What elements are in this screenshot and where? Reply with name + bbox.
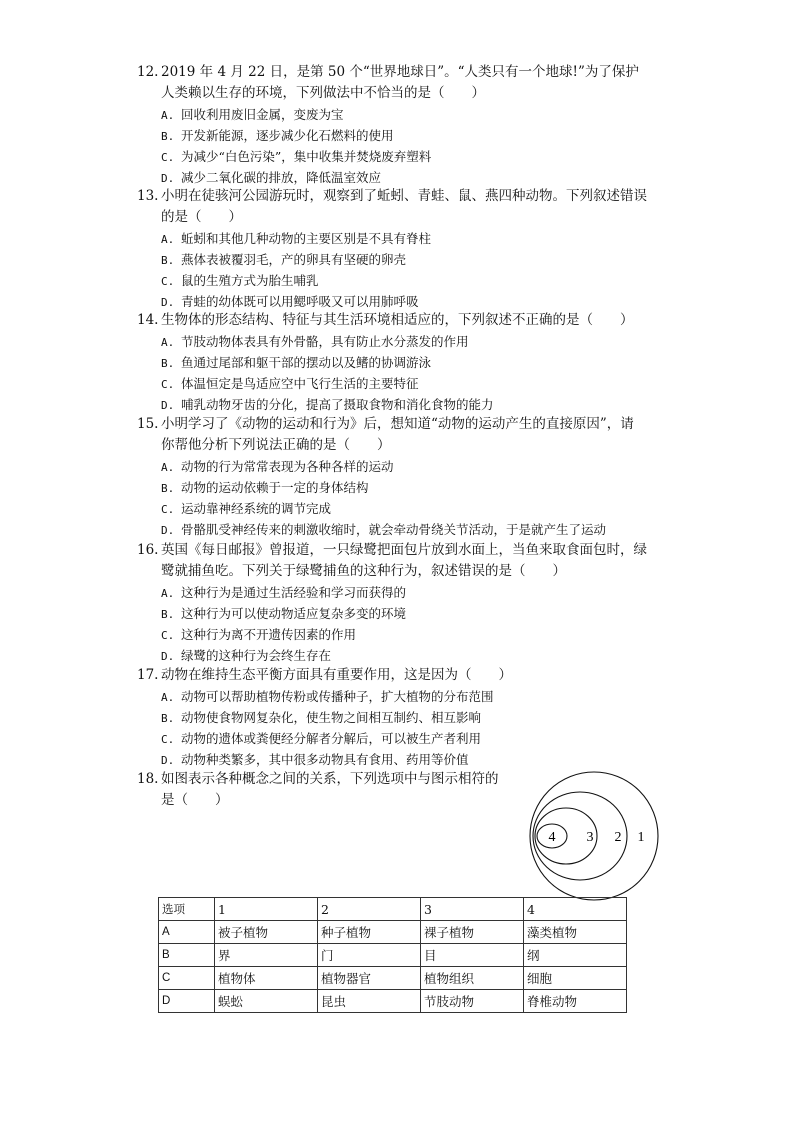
table-header-cell: 选项 — [159, 898, 215, 921]
question-14 — [137, 310, 677, 415]
option-b[interactable]: B. 开发新能源，逐步减少化石燃料的使用 — [161, 128, 394, 143]
table-cell: A — [159, 921, 215, 944]
option-d[interactable]: D. 骨骼肌受神经传来的刺激收缩时，就会牵动骨绕关节活动，于是就产生了运动 — [161, 522, 607, 537]
table-cell: 种子植物 — [318, 921, 421, 944]
option-d[interactable]: D. 哺乳动物牙齿的分化，提高了摄取食物和消化食物的能力 — [161, 397, 494, 412]
option-a[interactable]: A. 节肢动物体表具有外骨骼，具有防止水分蒸发的作用 — [161, 334, 469, 349]
question-number: 13. — [137, 188, 159, 204]
option-a[interactable]: A. 这种行为是通过生活经验和学习而获得的 — [161, 585, 407, 600]
table-header-row — [159, 898, 627, 921]
table-cell: C — [159, 967, 215, 990]
question-number: 16. — [137, 542, 159, 558]
question-stem: 14. 生物体的形态结构、特征与其生活环境相适应的，下列叙述不正确的是（ ） — [137, 310, 677, 331]
option-c[interactable]: C. 为减少“白色污染”，集中收集并焚烧废弃塑料 — [161, 149, 432, 164]
question-number: 15. — [137, 416, 159, 432]
question-number: 17. — [137, 667, 159, 683]
question-stem: 16. 英国《每日邮报》曾报道，一只绿鹭把面包片放到水面上，当鱼来取食面包时，绿 — [137, 540, 677, 561]
diagram-label-3: 3 — [586, 830, 594, 845]
question-stem: 17. 动物在维持生态平衡方面具有重要作用，这是因为（ ） — [137, 665, 677, 686]
table-cell: 植物体 — [215, 967, 318, 990]
table-cell: B — [159, 944, 215, 967]
table-cell: 脊椎动物 — [524, 990, 627, 1013]
option-b[interactable]: B. 鱼通过尾部和躯干部的摆动以及鳍的协调游泳 — [161, 355, 432, 370]
table-cell: 被子植物 — [215, 921, 318, 944]
circle-2 — [533, 792, 627, 880]
options-table — [158, 897, 627, 1013]
question-stem: 12. 2019 年 4 月 22 日，是第 50 个“世界地球日”。“人类只有一个地球!”为了保护 — [137, 62, 677, 83]
diagram-label-1: 1 — [637, 830, 645, 845]
option-a[interactable]: A. 动物的行为常常表现为各种各样的运动 — [161, 459, 394, 474]
table-cell: 纲 — [524, 944, 627, 967]
option-b[interactable]: B. 动物使食物网复杂化，使生物之间相互制约、相互影响 — [161, 710, 482, 725]
option-d[interactable]: D. 减少二氧化碳的排放，降低温室效应 — [161, 170, 382, 185]
question-15 — [137, 414, 677, 540]
question-number: 12. — [137, 64, 159, 80]
option-d[interactable]: D. 青蛙的幼体既可以用鳃呼吸又可以用肺呼吸 — [161, 294, 419, 309]
question-stem-cont: 人类赖以生存的环境，下列做法中不恰当的是（ ） — [161, 85, 485, 101]
option-c[interactable]: C. 运动靠神经系统的调节完成 — [161, 501, 332, 516]
question-17 — [137, 665, 677, 770]
table-header-cell: 4 — [524, 898, 627, 921]
question-stem-cont: 鹭就捕鱼吃。下列关于绿鹭捕鱼的这种行为，叙述错误的是（ ） — [161, 563, 566, 579]
question-stem: 13. 小明在徒骇河公园游玩时，观察到了蚯蚓、青蛙、鼠、燕四种动物。下列叙述错误 — [137, 186, 677, 207]
nested-concept-diagram — [528, 770, 662, 902]
table-row — [159, 921, 627, 944]
table-row — [159, 990, 627, 1013]
table-cell: 细胞 — [524, 967, 627, 990]
table-cell: 目 — [421, 944, 524, 967]
table-row — [159, 967, 627, 990]
option-c[interactable]: C. 体温恒定是鸟适应空中飞行生活的主要特征 — [161, 376, 419, 391]
option-a[interactable]: A. 动物可以帮助植物传粉或传播种子，扩大植物的分布范围 — [161, 689, 494, 704]
option-a[interactable]: A. 回收利用废旧金属，变废为宝 — [161, 107, 344, 122]
question-stem: 18. 如图表示各种概念之间的关系，下列选项中与图示相符的 — [137, 769, 677, 790]
table-header-cell: 2 — [318, 898, 421, 921]
option-a[interactable]: A. 蚯蚓和其他几种动物的主要区别是不具有脊柱 — [161, 231, 432, 246]
option-c[interactable]: C. 鼠的生殖方式为胎生哺乳 — [161, 273, 319, 288]
table-cell: 界 — [215, 944, 318, 967]
option-b[interactable]: B. 这种行为可以使动物适应复杂多变的环境 — [161, 606, 407, 621]
table-cell: 昆虫 — [318, 990, 421, 1013]
question-stem-cont: 的是（ ） — [161, 209, 242, 225]
option-d[interactable]: D. 绿鹭的这种行为会终生存在 — [161, 648, 332, 663]
question-13 — [137, 186, 677, 312]
table-header-cell: 1 — [215, 898, 318, 921]
diagram-label-4: 4 — [548, 830, 556, 845]
table-header-cell: 3 — [421, 898, 524, 921]
table-cell: D — [159, 990, 215, 1013]
table-cell: 裸子植物 — [421, 921, 524, 944]
option-d[interactable]: D. 动物种类繁多，其中很多动物具有食用、药用等价值 — [161, 752, 469, 767]
question-12 — [137, 62, 677, 188]
diagram-label-2: 2 — [614, 830, 622, 845]
table-row — [159, 944, 627, 967]
table-cell: 植物器官 — [318, 967, 421, 990]
question-stem: 15. 小明学习了《动物的运动和行为》后，想知道“动物的运动产生的直接原因”，请 — [137, 414, 677, 435]
table-cell: 藻类植物 — [524, 921, 627, 944]
table-cell: 门 — [318, 944, 421, 967]
table-cell: 蜈蚣 — [215, 990, 318, 1013]
table-cell: 节肢动物 — [421, 990, 524, 1013]
question-stem-cont: 你帮他分析下列说法正确的是（ ） — [161, 437, 391, 453]
question-16 — [137, 540, 677, 666]
table-cell: 植物组织 — [421, 967, 524, 990]
question-number: 14. — [137, 312, 159, 328]
option-c[interactable]: C. 这种行为离不开遗传因素的作用 — [161, 627, 357, 642]
option-b[interactable]: B. 动物的运动依赖于一定的身体结构 — [161, 480, 369, 495]
question-stem-cont: 是（ ） — [161, 792, 229, 808]
option-b[interactable]: B. 燕体表被覆羽毛，产的卵具有坚硬的卵壳 — [161, 252, 407, 267]
option-c[interactable]: C. 动物的遗体或粪便经分解者分解后，可以被生产者利用 — [161, 731, 482, 746]
question-number: 18. — [137, 771, 159, 787]
